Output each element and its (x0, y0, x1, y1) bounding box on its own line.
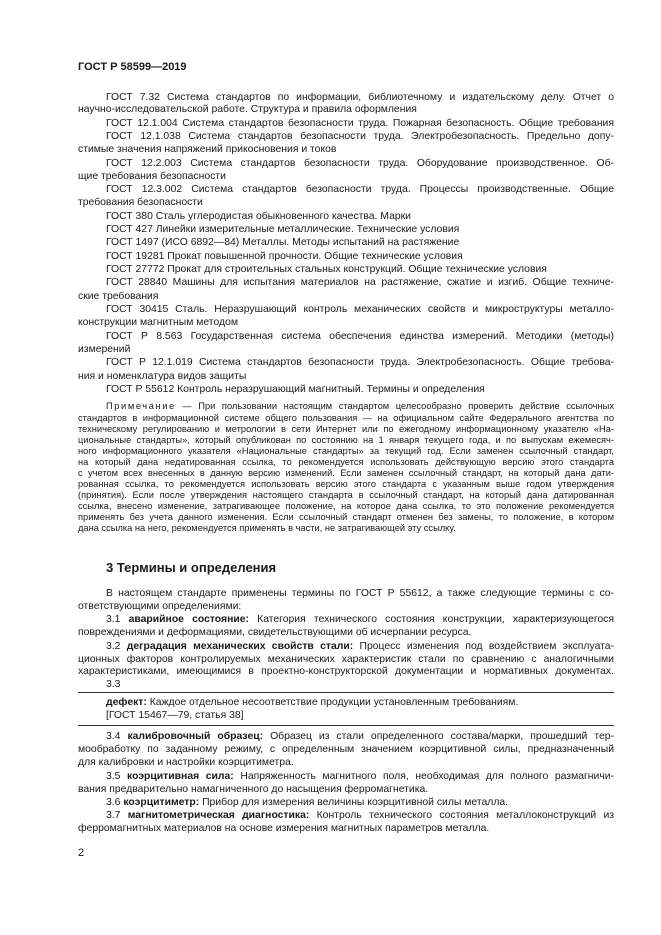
term-definition: Прибор для измерения величины коэрцитивной силы металла. (202, 797, 509, 808)
term-3-5-cont: вания предварительно намагниченного до насыщения ферромагнетика. (78, 784, 429, 795)
ref-gost-r-12-1-019: ГОСТ Р 12.1.019 Система стандартов безопасности труда. Электробезопасность. Общие требова- (106, 357, 614, 368)
ref-gost-1497: ГОСТ 1497 (ИСО 6892—84) Металлы. Методы испытаний на растяжение (106, 237, 460, 248)
term-3-3-source: [ГОСТ 15467—79, статья 38] (106, 710, 244, 721)
term-3-5 (106, 771, 614, 783)
term-definition: Образец из стали определенного состава/марки, прошедший тер- (270, 731, 615, 742)
ref-gost-427: ГОСТ 427 Линейки измерительные металлические. Технические условия (106, 224, 460, 235)
term-3-4-cont: для калибровки и настройки коэрцитиметра. (78, 757, 294, 768)
note-line: ного информационного указателя «Национальные стандарты» за текущий год. Если заменен ссылочный стандарт, (78, 446, 614, 456)
ref-gost-r-8-563: ГОСТ Р 8.563 Государственная система обеспечения единства измерений. Методики (методы) (106, 331, 614, 342)
document-header: ГОСТ Р 58599—2019 (78, 61, 187, 73)
term-name: аварийное состояние: (128, 614, 249, 625)
term-number: 3.4 (106, 731, 121, 742)
note-line: дана ссылка на него, рекомендуется применять в части, не затрагивающей эту ссылку. (78, 523, 456, 533)
ref-gost-28840: ГОСТ 28840 Машины для испытания материалов на растяжение, сжатие и изгиб. Общие техниче- (106, 277, 614, 288)
ref-gost-27772: ГОСТ 27772 Прокат для строительных стальных конструкций. Общие технические условия (106, 264, 547, 275)
term-3-3 (106, 697, 614, 709)
ref-gost-30415-cont: конструкции магнитным методом (78, 317, 238, 328)
term-3-7 (106, 810, 614, 822)
term-number: 3.6 (106, 797, 121, 808)
ref-gost-12-1-004: ГОСТ 12.1.004 Система стандартов безопасности труда. Пожарная безопасность. Общие требования (106, 118, 614, 129)
ref-gost-7-32-cont: научно-исследовательской работе. Структура и правила оформления (78, 104, 417, 115)
term-name: дефект: (106, 697, 147, 708)
term-number: 3.1 (106, 614, 121, 625)
note-first-text: — При пользовании настоящим стандартом целесообразно проверить действие ссылочных (182, 401, 614, 411)
term-definition: Напряженность магнитного поля, необходимая для полного размагничи- (240, 771, 614, 782)
ref-gost-30415: ГОСТ 30415 Сталь. Неразрушающий контроль механических свойств и микроструктуры металло- (106, 304, 614, 315)
note-line: циональные стандарты», который опубликован по состоянию на 1 января текущего года, и по выпускам ежемесяч- (78, 435, 614, 445)
note-line: стандартов в информационной системе общего пользования — на официальном сайте Федерального агентства по (78, 413, 614, 423)
note-line: ссылка, внесено изменение, затрагивающее положение, на которое дана ссылка, то это положение рекомендуется (78, 501, 614, 511)
term-3-7-cont: ферромагнитных материалов на основе измерения магнитных параметров металла. (78, 823, 490, 834)
term-name: коэрцитивная сила: (127, 771, 234, 782)
ref-gost-19281: ГОСТ 19281 Прокат повышенной прочности. Общие технические условия (106, 251, 463, 262)
page-number: 2 (78, 847, 85, 859)
term-3-4-cont: мообработку по заданному режиму, с определенным значением коэрцитивной силы, предназначенный (78, 744, 614, 755)
note-line: (принятия). Если после утверждения настоящего стандарта в ссылочный стандарт, на который дана датированная (78, 490, 614, 500)
ref-gost-12-1-038-cont: стимые значения напряжений прикосновения и токов (78, 144, 337, 155)
note-label: Примечание (106, 401, 176, 411)
note-line: применять без учета данного изменения. Если ссылочный стандарт отменен без замены, то положение, в котором (78, 512, 614, 522)
note-line: техническому регулированию и метрологии в сети Интернет или по ежегодному информационному указателю «На- (78, 424, 614, 434)
term-3-2 (106, 641, 614, 653)
ref-gost-r-12-1-019-cont: ния и номенклатура видов защиты (78, 371, 247, 382)
term-3-3-number: 3.3 (106, 679, 121, 690)
term-number: 3.2 (106, 641, 121, 652)
ref-gost-12-2-003: ГОСТ 12.2.003 Система стандартов безопасности труда. Оборудование производственное. Об- (106, 158, 614, 169)
ref-gost-r-55612: ГОСТ Р 55612 Контроль неразрушающий магнитный. Термины и определения (106, 384, 485, 395)
term-definition: Каждое отдельное несоответствие продукции установленным требованиям. (149, 697, 519, 708)
term-number: 3.7 (106, 810, 121, 821)
term-name: калибровочный образец: (127, 731, 264, 742)
note-line: рованная ссылка, то рекомендуется использовать версию этого стандарта с указанным выше годом утверждения (78, 479, 614, 489)
term-name: деградация механических свойств стали: (126, 641, 354, 652)
note-line: на который дана недатированная ссылка, то рекомендуется использовать действующую версию этого стандарта (78, 457, 614, 467)
term-definition: Категория технического состояния конструкции, характеризующегося (257, 614, 615, 625)
intro-text: В настоящем стандарте применены термины по ГОСТ Р 55612, а также следующие термины с со- (106, 588, 614, 599)
term-3-1 (106, 614, 614, 626)
term-definition: Процесс изменения под воздействием эксплуата- (359, 641, 615, 652)
term-number: 3.5 (106, 771, 121, 782)
ref-gost-r-8-563-cont: измерений (78, 344, 131, 355)
ref-gost-12-1-038: ГОСТ 12.1.038 Система стандартов безопасности труда. Электробезопасность. Предельно допу- (106, 131, 614, 142)
note-line: с учетом всех внесенных в данную версию изменений. Если заменен ссылочный стандарт, на который дана дати- (78, 468, 614, 478)
section-title: 3 Термины и определения (106, 560, 277, 575)
term-definition: Контроль технического состояния металлоконструкций из (316, 810, 615, 821)
intro-text-cont: ответствующими определениями: (78, 601, 242, 612)
term-name: коэрцитиметр: (123, 797, 200, 808)
ref-gost-28840-cont: ские требования (78, 291, 159, 302)
term-3-1-cont: повреждениями и деформациями, свидетельствующими об исчерпании ресурса. (78, 627, 472, 638)
term-3-2-cont: характеристиками, имеющимися в проектно-конструкторской документации и нормативных документах. (78, 666, 614, 677)
ref-gost-7-32: ГОСТ 7.32 Система стандартов по информации, библиотечному и издательскому делу. Отчет о (106, 92, 614, 103)
ref-gost-12-3-002-cont: требования безопасности (78, 197, 203, 208)
note-first-line (106, 401, 614, 412)
ref-gost-380: ГОСТ 380 Сталь углеродистая обыкновенного качества. Марки (106, 211, 411, 222)
ref-gost-12-2-003-cont: щие требования безопасности (78, 171, 226, 182)
ref-gost-12-3-002: ГОСТ 12.3.002 Система стандартов безопасности труда. Процессы производственные. Общие (106, 184, 614, 195)
term-3-6 (106, 797, 614, 809)
term-3-4 (106, 731, 614, 743)
term-3-2-cont: ционных факторов контролируемых механических характеристик стали по сравнению с аналогичными (78, 654, 614, 665)
term-name: магнитометрическая диагностика: (127, 810, 310, 821)
